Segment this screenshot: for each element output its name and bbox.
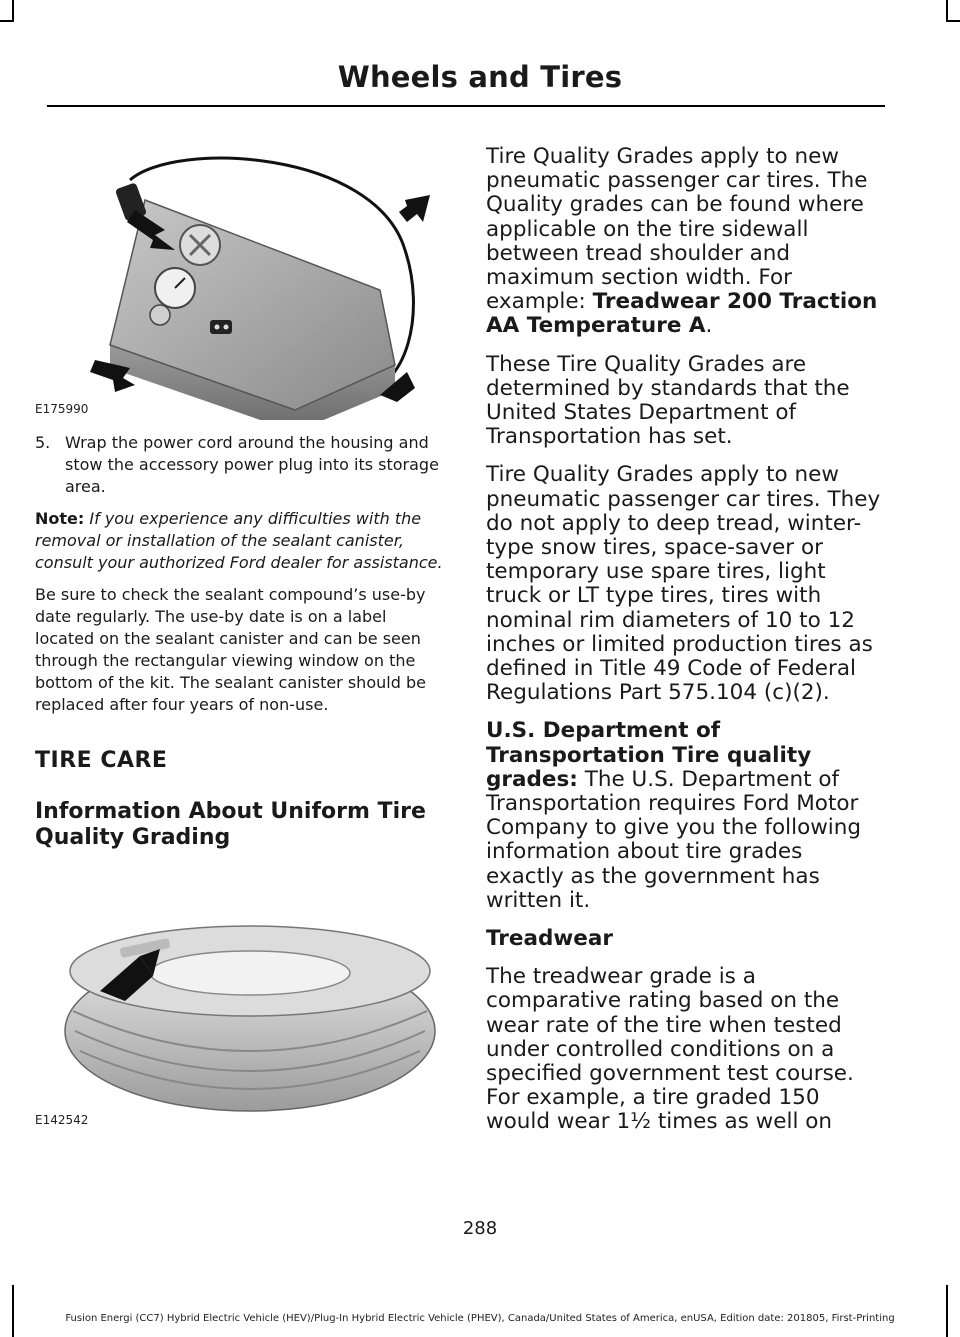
figure-code: E142542: [35, 1113, 89, 1127]
step-number: 5.: [35, 433, 51, 452]
dot-text: The U.S. Department of Transportation requires Ford Motor Company to give you the following information about tire grades exactly as the government has written it.: [486, 766, 862, 913]
treadwear-paragraph: The treadwear grade is a comparative rating based on the wear rate of the tire when tested under controlled conditions on a specified government test course. For example, a tire graded 150 would wear 1½ times as well on: [486, 964, 854, 1135]
p1-text: Tire Quality Grades apply to new pneumatic passenger car tires. The Quality grades can be found where applicable on the tire sidewall between tread shoulder and maximum section width. For example:: [486, 144, 868, 315]
crop-mark-bottom-right-v: [946, 1285, 948, 1337]
tire-illustration: [35, 901, 450, 1131]
treadwear-heading: Treadwear: [486, 926, 613, 952]
section-heading: TIRE CARE: [35, 748, 168, 773]
dot-heading: U.S. Department of Transportation Tire quality grades:: [486, 718, 812, 792]
page-number: 288: [462, 1218, 498, 1239]
page-title: Wheels and Tires: [337, 60, 623, 94]
tire-icon: [35, 901, 450, 1131]
note-label: Note:: [35, 509, 85, 528]
p1-end: .: [705, 313, 713, 339]
left-column: [35, 140, 450, 1131]
step-5: [35, 432, 450, 498]
note-text: If you experience any difficulties with the removal or installation of the sealant canister, consult your authorized Ford dealer for assistance.: [35, 509, 443, 572]
crop-mark-top-left-v: [12, 0, 14, 22]
footer: Fusion Energi (CC7) Hybrid Electric Vehicle (HEV)/Plug-In Hybrid Electric Vehicle (PHEV), Canada/United States of America, enUSA, Edition date: 201805, First-Printing: [65, 1313, 895, 1324]
note: [35, 508, 450, 574]
quality-grades-paragraph: [486, 145, 886, 339]
dot-paragraph: [486, 719, 886, 913]
crop-mark-top-left-h: [0, 20, 14, 22]
example-grade: Treadwear 200 Traction AA Temperature A: [486, 289, 878, 339]
crop-mark-top-right-h: [946, 20, 960, 22]
crop-mark-bottom-left-v: [12, 1285, 14, 1337]
figure-code: E175990: [35, 402, 89, 416]
standards-paragraph: These Tire Quality Grades are determined by standards that the United States Department of Transportation has set.: [486, 351, 850, 450]
sealant-paragraph: Be sure to check the sealant compound’s use-by date regularly. The use-by date is on a label located on the sealant canister and can be seen through the rectangular viewing window on the bottom of the kit. The sealant canister should be replaced after four years of non-use.: [35, 585, 426, 714]
crop-mark-top-right-v: [946, 0, 948, 22]
tire-inflator-kit-icon: [35, 140, 450, 420]
subsection-heading: Information About Uniform Tire Quality Grading: [35, 799, 426, 850]
compressor-illustration: [35, 140, 450, 420]
right-column: [486, 145, 886, 1149]
header-rule: [47, 105, 885, 107]
applicability-paragraph: Tire Quality Grades apply to new pneumatic passenger car tires. They do not apply to deep tread, winter-type snow tires, space-saver or temporary use spare tires, light truck or LT type tires, tires with nominal rim diameters of 10 to 12 inches or limited production tires as defined in Title 49 Code of Federal Regulations Part 575.104 (c)(2).: [486, 462, 881, 706]
step-text: Wrap the power cord around the housing and stow the accessory power plug into its storage area.: [65, 433, 439, 496]
